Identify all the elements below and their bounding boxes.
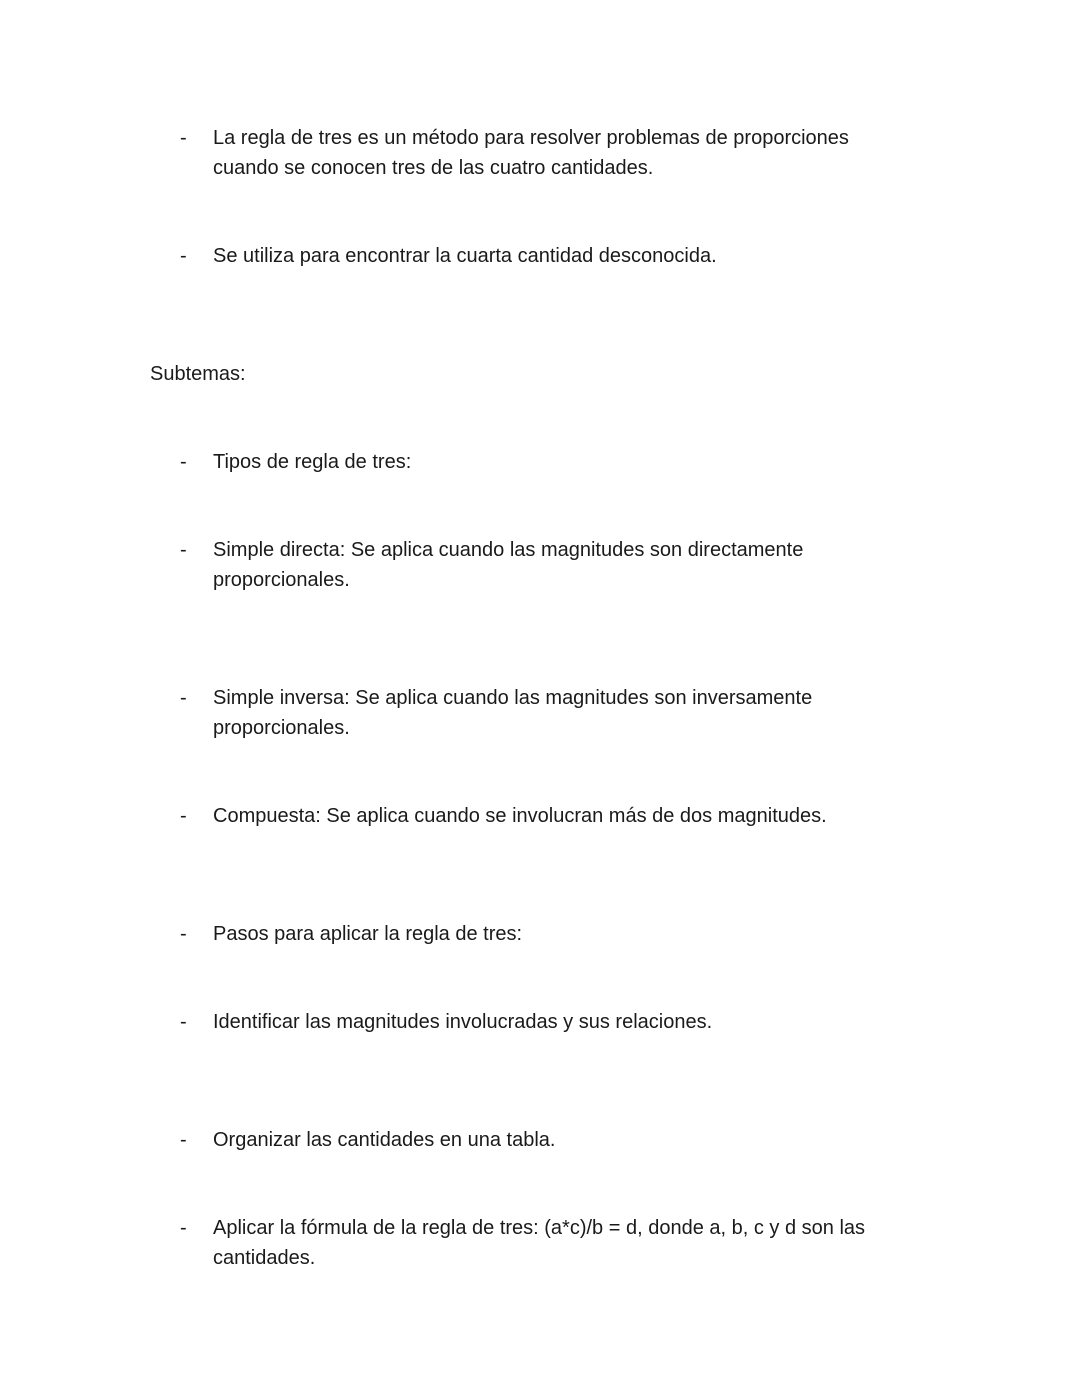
- list-item-text: Se utiliza para encontrar la cuarta cantidad desconocida.: [213, 245, 717, 267]
- bullet-dash: -: [180, 805, 187, 827]
- bullet-dash: -: [180, 245, 187, 267]
- bullet-dash: -: [180, 687, 187, 709]
- bullet-dash: -: [180, 923, 187, 945]
- bullet-dash: -: [180, 1129, 187, 1151]
- list-item-text: Tipos de regla de tres:: [213, 451, 412, 473]
- list-item-text: Identificar las magnitudes involucradas y sus relaciones.: [213, 1011, 713, 1033]
- section-heading: Subtemas:: [150, 363, 246, 385]
- list-item-text: La regla de tres es un método para resolver problemas de proporciones cuando se conocen tres de las cuatro cantidades.: [213, 127, 849, 179]
- bullet-dash: -: [180, 1011, 187, 1033]
- list-item-text: Compuesta: Se aplica cuando se involucran más de dos magnitudes.: [213, 805, 827, 827]
- bullet-dash: -: [180, 451, 187, 473]
- list-item-text: Simple directa: Se aplica cuando las magnitudes son directamente proporcionales.: [213, 539, 804, 591]
- bullet-dash: -: [180, 1217, 187, 1239]
- list-item-text: Organizar las cantidades en una tabla.: [213, 1129, 556, 1151]
- bullet-dash: -: [180, 539, 187, 561]
- list-item-text: Simple inversa: Se aplica cuando las magnitudes son inversamente proporcionales.: [213, 687, 813, 739]
- list-item-text: Pasos para aplicar la regla de tres:: [213, 923, 523, 945]
- bullet-dash: -: [180, 127, 187, 149]
- list-item-text: Aplicar la fórmula de la regla de tres: (a*c)/b = d, donde a, b, c y d son las cantidades.: [213, 1217, 866, 1269]
